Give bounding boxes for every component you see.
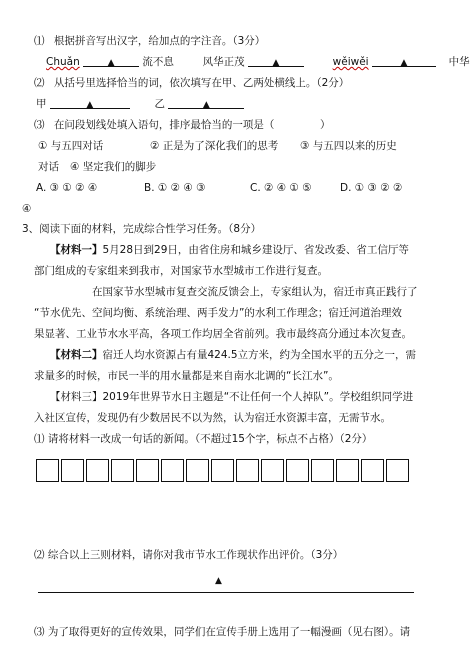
grid-cell[interactable] <box>161 459 184 482</box>
answer-blank[interactable] <box>248 55 304 67</box>
grid-cell[interactable] <box>36 459 59 482</box>
q3-number: ⑶ <box>34 119 45 131</box>
material-1-line-3: 在国家节水型城市复查交流反馈会上，专家组认为，宿迁市真正践行了 <box>92 286 418 298</box>
q2-instruction: 从括号里选择恰当的词，依次填写在甲、乙两处横线上。（2分） <box>53 77 350 89</box>
q1-line <box>34 34 265 48</box>
grid-cell[interactable] <box>111 459 134 482</box>
label-yi: 乙 <box>154 98 166 110</box>
material-1-line-1 <box>50 243 409 257</box>
material-3-label: 【材料三】 <box>50 391 103 403</box>
choice-d-tail: ④ <box>22 203 32 215</box>
grid-cell[interactable] <box>261 459 284 482</box>
grid-cell[interactable] <box>386 459 409 482</box>
answer-blank[interactable] <box>372 55 436 67</box>
material-1-line-2: 部门组成的专家组来到我市，对国家节水型城市工作进行复查。 <box>34 265 328 277</box>
answer-line[interactable] <box>38 592 414 593</box>
choice-a[interactable]: A. ③ ① ② ④ <box>36 182 98 194</box>
material-2-label: 【材料二】 <box>50 349 103 361</box>
answer-blank-yi[interactable] <box>168 97 244 109</box>
choice-c[interactable]: C. ② ④ ① ⑤ <box>250 182 312 194</box>
subquestion-2: ⑵ 综合以上三则材料，请你对我市节水工作现状作出评价。（3分） <box>34 549 344 561</box>
q1-instruction: 根据拼音写出汉字，给加点的字注音。（3分） <box>53 35 266 47</box>
option-4: ④ 坚定我们的脚步 <box>70 161 157 173</box>
q2-blanks-line <box>36 97 244 111</box>
q1-number: ⑴ <box>34 35 45 47</box>
material-2-line-2: 求量多的时候，市民一半的用水量都是来自南水北调的“长江水”。 <box>34 370 339 382</box>
grid-cell[interactable] <box>236 459 259 482</box>
material-2-line-1 <box>50 348 416 362</box>
grid-cell[interactable] <box>311 459 334 482</box>
option-1: ① 与五四对话 <box>38 140 104 152</box>
word-liu-bu-xi: 流不息 <box>142 56 174 68</box>
section-3-title: 3、阅读下面的材料，完成综合性学习任务。（8分） <box>22 223 262 235</box>
grid-cell[interactable] <box>186 459 209 482</box>
q1-items-line <box>46 55 470 69</box>
answer-grid <box>36 459 411 482</box>
pinyin-chuan: Chuǎn <box>46 56 80 68</box>
material-3-line-1 <box>50 390 413 404</box>
word-zhonghua: 中华 <box>448 56 470 68</box>
grid-cell[interactable] <box>61 459 84 482</box>
grid-cell[interactable] <box>361 459 384 482</box>
material-1-line-4: “节水优先、空间均衡、系统治理、两手发力”的水利工作理念；宿迁河道治理效 <box>34 307 402 319</box>
triangle-icon: ▲ <box>107 58 115 68</box>
q3-instruction: 在问段划线处填入语句，排序最恰当的一项是（ <box>53 119 275 131</box>
choice-b[interactable]: B. ① ② ④ ③ <box>144 182 206 194</box>
triangle-icon: ▲ <box>272 58 280 68</box>
grid-cell[interactable] <box>86 459 109 482</box>
material-2-text: 宿迁人均水资源占有量424.5立方米，约为全国水平的五分之一，需 <box>102 349 417 361</box>
subquestion-1: ⑴ 请将材料一改成一句话的新闻。（不超过15个字，标点不占格）（2分） <box>34 433 373 445</box>
q3-line <box>34 118 274 132</box>
subquestion-3: ⑶ 为了取得更好的宣传效果，同学们在宣传手册上选用了一幅漫画（见右图）。请 <box>34 626 411 638</box>
q2-number: ⑵ <box>34 77 45 89</box>
q3-close-paren: ） <box>320 119 331 131</box>
answer-blank-jia[interactable] <box>50 97 130 109</box>
option-3: ③ 与五四以来的历史 <box>300 140 397 152</box>
answer-blank[interactable] <box>83 55 139 67</box>
material-1-line-5: 果显著、工业节水水平高，各项工作均居全省前列。我市最终高分通过本次复查。 <box>34 328 412 340</box>
triangle-icon: ▲ <box>86 100 94 110</box>
material-3-line-2: 入社区宣传，发现仍有少数居民不以为然，认为宿迁水资源丰富，无需节水。 <box>34 412 391 424</box>
label-jia: 甲 <box>36 98 47 110</box>
option-3-cont: 对话 <box>38 161 59 173</box>
pinyin-weiwei: wěiwěi <box>332 56 369 68</box>
option-2: ② 正是为了深化我们的思考 <box>150 140 279 152</box>
grid-cell[interactable] <box>286 459 309 482</box>
word-feng-hua-zheng-mao: 风华正茂 <box>202 56 245 68</box>
triangle-icon: ▲ <box>215 576 222 586</box>
grid-cell[interactable] <box>136 459 159 482</box>
triangle-icon: ▲ <box>400 58 408 68</box>
grid-cell[interactable] <box>336 459 359 482</box>
grid-cell[interactable] <box>211 459 234 482</box>
q2-line <box>34 76 349 90</box>
choice-d[interactable]: D. ① ③ ② ② <box>340 182 403 194</box>
material-1-label: 【材料一】 <box>50 244 103 256</box>
material-3-text: 2019年世界节水日主题是“不让任何一个人掉队”。学校组织同学进 <box>102 391 414 403</box>
triangle-icon: ▲ <box>202 100 210 110</box>
material-1-text: 5月28日到29日，由省住房和城乡建设厅、省发改委、省工信厅等 <box>102 244 409 256</box>
